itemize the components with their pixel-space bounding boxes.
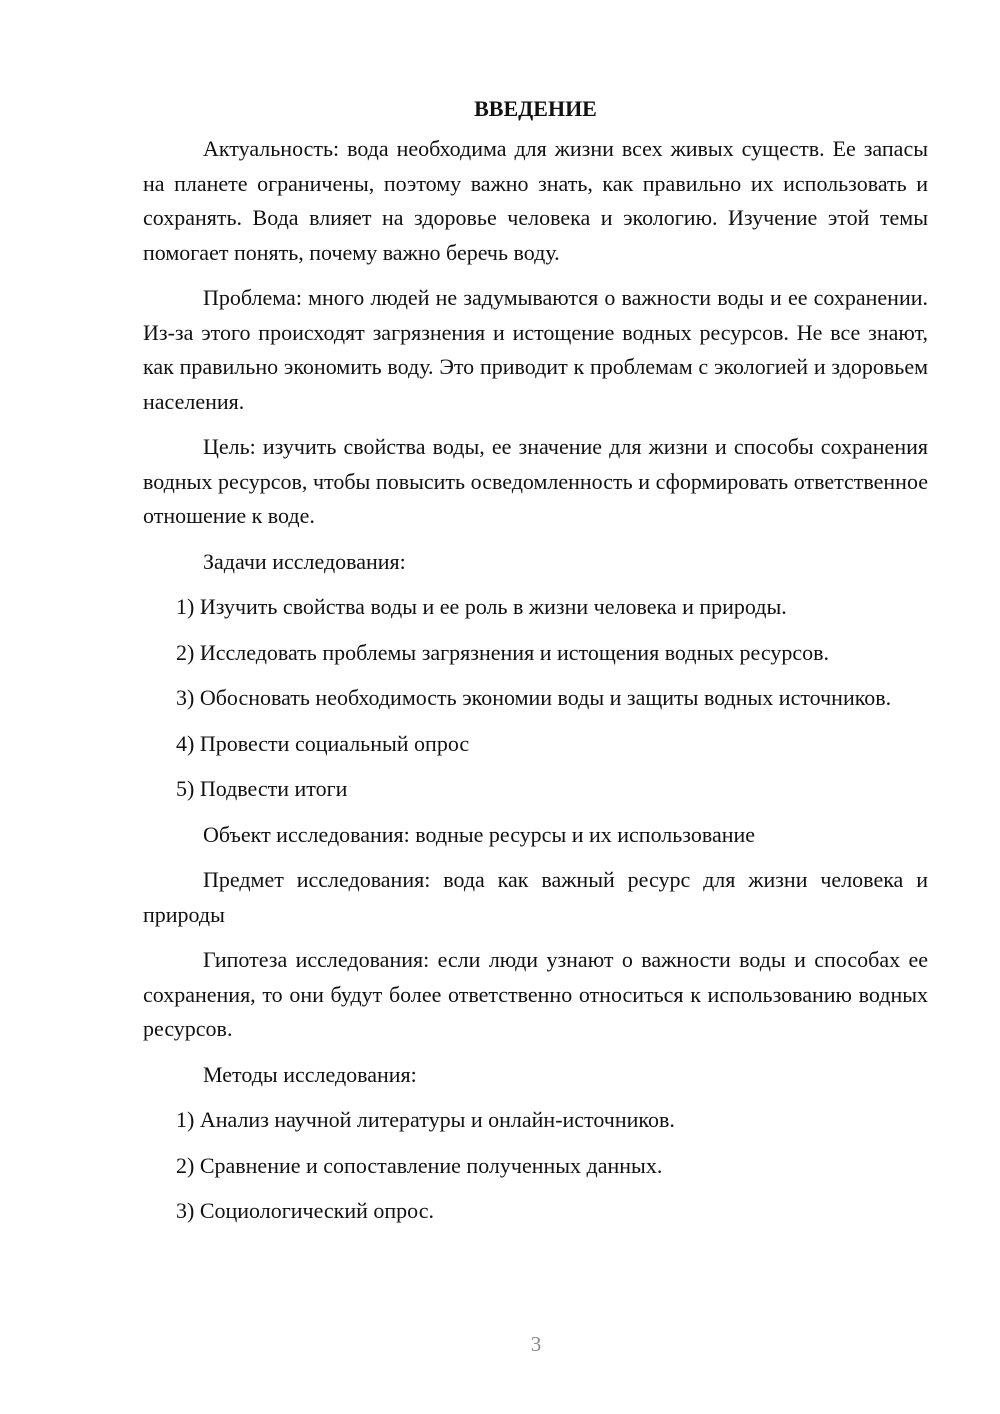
document-page: [143, 92, 928, 1240]
list-item-task-5: 5) Подвести итоги: [176, 776, 348, 801]
paragraph-problem: Проблема: много людей не задумываются о важности воды и ее сохранении. Из-за этого происходят загрязнения и истощение водных ресурсов. Не все знают, как правильно экономить воду. Это приводит к проблемам с экологией и здоровьем населения.: [143, 285, 928, 414]
list-item-task-2: 2) Исследовать проблемы загрязнения и истощения водных ресурсов.: [176, 639, 829, 665]
list-item-task-1: 1) Изучить свойства воды и ее роль в жизни человека и природы.: [176, 594, 787, 619]
paragraph-relevance: Актуальность: вода необходима для жизни всех живых существ. Ее запасы на планете ограничены, поэтому важно знать, как правильно их использовать и сохранять. Вода влияет на здоровье человека и экологию. Изучение этой темы помогает понять, почему важно беречь воду.: [143, 136, 928, 265]
paragraph-subject: Предмет исследования: вода как важный ресурс для жизни человека и природы: [143, 867, 928, 927]
section-heading: ВВЕДЕНИЕ: [474, 96, 597, 121]
list-item-task-3: 3) Обосновать необходимость экономии воды и защиты водных источников.: [176, 685, 892, 710]
paragraph-hypothesis: Гипотеза исследования: если люди узнают о важности воды и способах ее сохранения, то они будут более ответственно относиться к использованию водных ресурсов.: [143, 947, 928, 1041]
paragraph-goal: Цель: изучить свойства воды, ее значение для жизни и способы сохранения водных ресурсов, чтобы повысить осведомленность и сформировать ответственное отношение к воде.: [143, 434, 928, 528]
page-number: 3: [530, 1332, 542, 1356]
list-item-method-1: 1) Анализ научной литературы и онлайн-источников.: [176, 1107, 675, 1132]
paragraph-tasks-heading: Задачи исследования:: [203, 548, 406, 574]
list-item-method-2: 2) Сравнение и сопоставление полученных данных.: [176, 1152, 663, 1178]
list-item-task-4: 4) Провести социальный опрос: [176, 730, 470, 756]
paragraph-object: Объект исследования: водные ресурсы и их использование: [203, 821, 756, 847]
list-item-method-3: 3) Социологический опрос.: [176, 1198, 434, 1223]
paragraph-methods-heading: Методы исследования:: [203, 1061, 417, 1087]
